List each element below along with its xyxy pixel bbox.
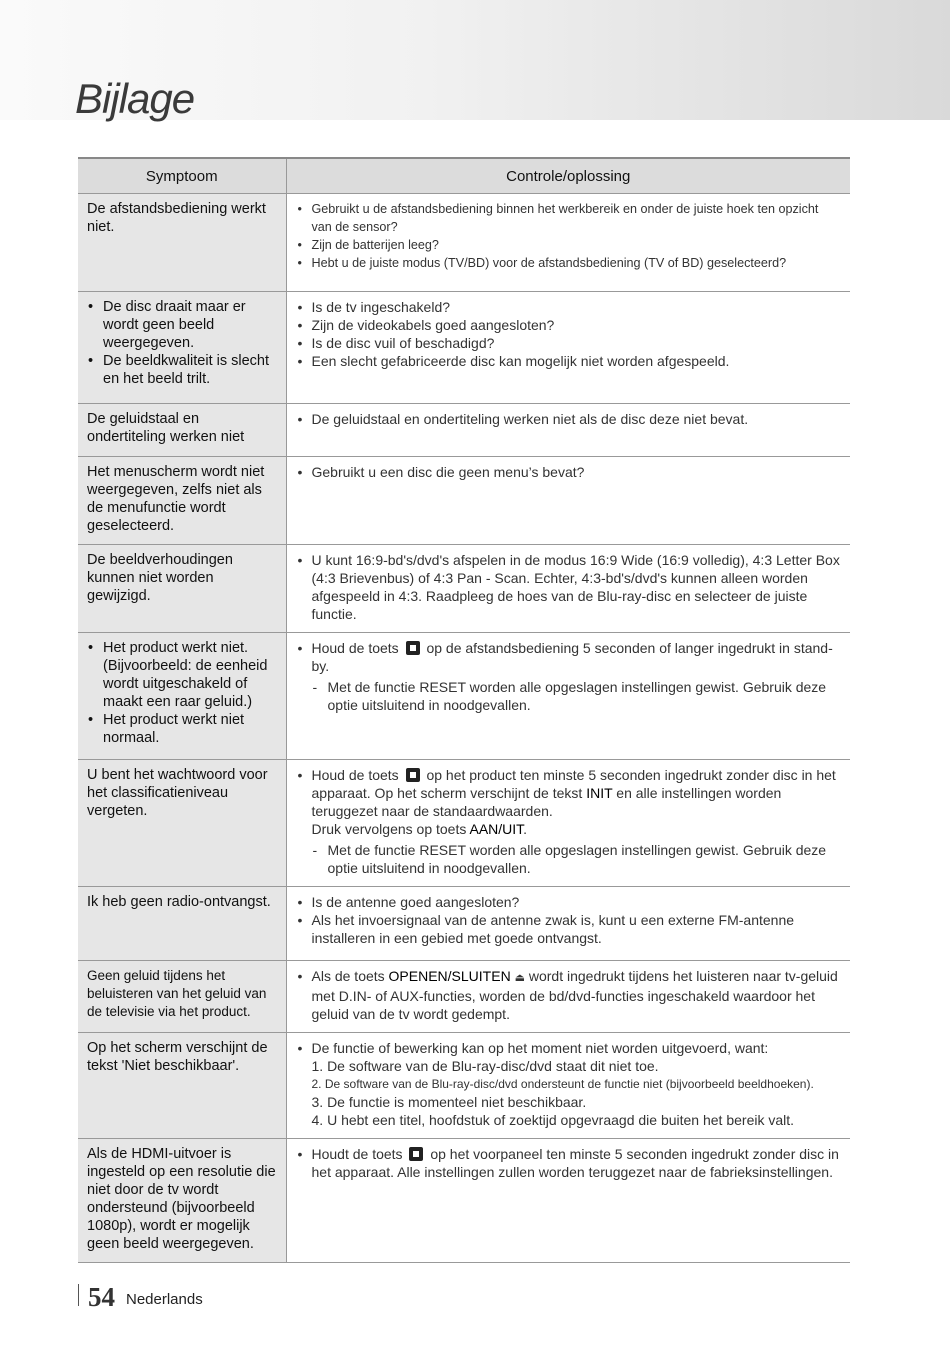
solution-item: • Als het invoersignaal van de antenne zwak is, kunt u een externe FM-antenne installeren in een gebied met goede ontvangst.: [297, 911, 841, 947]
table-row: [78, 1139, 850, 1263]
symptom-cell: De beeldverhoudingen kunnen niet worden gewijzigd.: [78, 545, 286, 633]
table-header-row: [78, 158, 850, 194]
page-language: Nederlands: [126, 1291, 203, 1308]
symptom-cell: U bent het wachtwoord voor het classificatieniveau vergeten.: [78, 760, 286, 887]
solution-text: Als de toets: [311, 968, 385, 984]
symptom-cell: Op het scherm verschijnt de tekst 'Niet beschikbaar'.: [78, 1033, 286, 1139]
solution-cell: [286, 961, 850, 1033]
table-row: [78, 961, 850, 1033]
table-row: [78, 1033, 850, 1139]
solution-text: en alle instellingen worden teruggezet naar de standaardwaarden.: [311, 785, 782, 819]
solution-cell: [286, 404, 850, 457]
solution-item: • Is de tv ingeschakeld?: [297, 298, 841, 316]
solution-item: • De geluidstaal en ondertiteling werken niet als de disc deze niet bevat.: [297, 410, 841, 428]
solution-item: • Een slecht gefabriceerde disc kan mogelijk niet worden afgespeeld.: [297, 352, 841, 370]
solution-text: Houdt de toets: [311, 1146, 403, 1162]
solution-text: op het product ten minste 5 seconden ingedrukt zonder disc in het apparaat. Op het scherm verschijnt de tekst: [311, 767, 836, 801]
symptom-cell: Het menuscherm wordt niet weergegeven, zelfs niet als de menufunctie wordt geselecteerd.: [78, 457, 286, 545]
solution-item: [297, 1039, 841, 1129]
solution-cell: [286, 457, 850, 545]
symptom-cell: Geen geluid tijdens het beluisteren van het geluid van de televisie via het product.: [78, 961, 286, 1033]
symptom-cell: [78, 292, 286, 404]
solution-item: • Houd de toets op het product ten minste 5 seconden ingedrukt zonder disc in het apparaat. Op het scherm verschijnt de tekst INIT en alle instellingen worden teruggezet naar de standaardwaarden. Druk vervolgens op toets AAN/UIT.: [297, 766, 841, 838]
solution-text: Druk vervolgens op toets: [311, 821, 467, 837]
solution-item: • Zijn de batterijen leeg?: [297, 236, 841, 254]
table-row: [78, 887, 850, 961]
table-row: [78, 404, 850, 457]
solution-note: - Met de functie RESET worden alle opgeslagen instellingen gewist. Gebruik deze optie uitsluitend in noodgevallen.: [297, 678, 841, 714]
numbered-item: 2. De software van de Blu-ray-disc/dvd ondersteunt de functie niet (bijvoorbeeld beeldhoeken).: [311, 1077, 814, 1091]
numbered-item: 3. De functie is momenteel niet beschikbaar.: [311, 1094, 587, 1110]
solution-item: [297, 1145, 841, 1181]
solution-cell: [286, 633, 850, 760]
table-row: [78, 545, 850, 633]
table-row: [78, 194, 850, 292]
solution-text: wordt ingedrukt tijdens het luisteren naar tv-geluid met D.IN- of AUX-functies, worden de bd/dvd-functies ingeschakeld waardoor het geluid van de tv wordt gedempt.: [311, 968, 838, 1022]
troubleshooting-table: [78, 157, 850, 1263]
numbered-item: 4. U hebt een titel, hoofdstuk of zoektijd opgevraagd die buiten het bereik valt.: [311, 1112, 795, 1128]
init-text: INIT: [586, 785, 613, 801]
power-key-text: AAN/UIT: [469, 821, 524, 837]
solution-cell: [286, 1139, 850, 1263]
solution-text: Houd de toets: [311, 767, 399, 783]
solution-cell: [286, 887, 850, 961]
open-close-key-text: OPENEN/SLUITEN: [388, 968, 511, 984]
solution-text: Houd de toets: [311, 640, 399, 656]
numbered-item: 1. De software van de Blu-ray-disc/dvd staat dit niet toe.: [311, 1058, 659, 1074]
symptom-item: • De beeldkwaliteit is slecht en het beeld trilt.: [87, 352, 278, 388]
header-solution: Controle/oplossing: [286, 158, 850, 194]
solution-item: • U kunt 16:9-bd's/dvd's afspelen in de modus 16:9 Wide (16:9 volledig), 4:3 Letter Box (4:3 Brievenbus) of 4:3 Pan - Scan. Echter, 4:3-bd's/dvd's kunnen alleen worden afgespeeld in 4:3. Raadpleeg de hoes van de Blu-ray-disc en selecteer de juiste functie.: [297, 551, 841, 623]
solution-text: op de afstandsbediening 5 seconden of langer ingedrukt in stand-by.: [311, 640, 833, 674]
solution-item: • Gebruikt u de afstandsbediening binnen het werkbereik en onder de juiste hoek ten opzicht van de sensor?: [297, 200, 841, 236]
symptom-cell: Als de HDMI-uitvoer is ingesteld op een resolutie die niet door de tv wordt ondersteund (bijvoorbeeld 1080p), wordt er mogelijk geen beeld weergegeven.: [78, 1139, 286, 1263]
solution-item: [297, 639, 841, 675]
solution-cell: [286, 1033, 850, 1139]
solution-cell: [286, 292, 850, 404]
table-row: [78, 760, 850, 887]
solution-cell: [286, 194, 850, 292]
symptom-item: • Het product werkt niet. (Bijvoorbeeld: de eenheid wordt uitgeschakeld of maakt een raar geluid.): [87, 639, 278, 711]
solution-item: • Zijn de videokabels goed aangesloten?: [297, 316, 841, 334]
solution-cell: [286, 760, 850, 887]
symptom-cell: [78, 633, 286, 760]
symptom-cell: De afstandsbediening werkt niet.: [78, 194, 286, 292]
eject-icon: ⏏: [514, 972, 525, 984]
symptom-item: • Het product werkt niet normaal.: [87, 711, 278, 747]
solution-item: • Is de antenne goed aangesloten?: [297, 893, 841, 911]
symptom-item: • De disc draait maar er wordt geen beeld weergegeven.: [87, 298, 278, 352]
table-row: [78, 457, 850, 545]
solution-text: op het voorpaneel ten minste 5 seconden ingedrukt zonder disc in het apparaat. Alle instellingen zullen worden teruggezet naar de fabrieksinstellingen.: [311, 1146, 839, 1180]
solution-text: De functie of bewerking kan op het moment niet worden uitgevoerd, want:: [311, 1040, 769, 1056]
solution-item: [297, 967, 841, 1023]
page-title: Bijlage: [75, 75, 195, 122]
header-symptom: Symptoom: [78, 158, 286, 194]
table-row: [78, 292, 850, 404]
solution-note: - Met de functie RESET worden alle opgeslagen instellingen gewist. Gebruik deze optie uitsluitend in noodgevallen.: [297, 841, 841, 877]
page-number: 54: [88, 1282, 115, 1312]
solution-item: • Is de disc vuil of beschadigd?: [297, 334, 841, 352]
stop-key-icon: [409, 1147, 423, 1161]
footer-divider: [78, 1284, 79, 1306]
table-row: [78, 633, 850, 760]
symptom-cell: Ik heb geen radio-ontvangst.: [78, 887, 286, 961]
solution-item: • Hebt u de juiste modus (TV/BD) voor de afstandsbediening (TV of BD) geselecteerd?: [297, 254, 841, 272]
solution-cell: [286, 545, 850, 633]
solution-item: • Gebruikt u een disc die geen menu’s bevat?: [297, 463, 841, 481]
symptom-cell: De geluidstaal en ondertiteling werken niet: [78, 404, 286, 457]
stop-key-icon: [406, 768, 420, 782]
stop-key-icon: [406, 641, 420, 655]
